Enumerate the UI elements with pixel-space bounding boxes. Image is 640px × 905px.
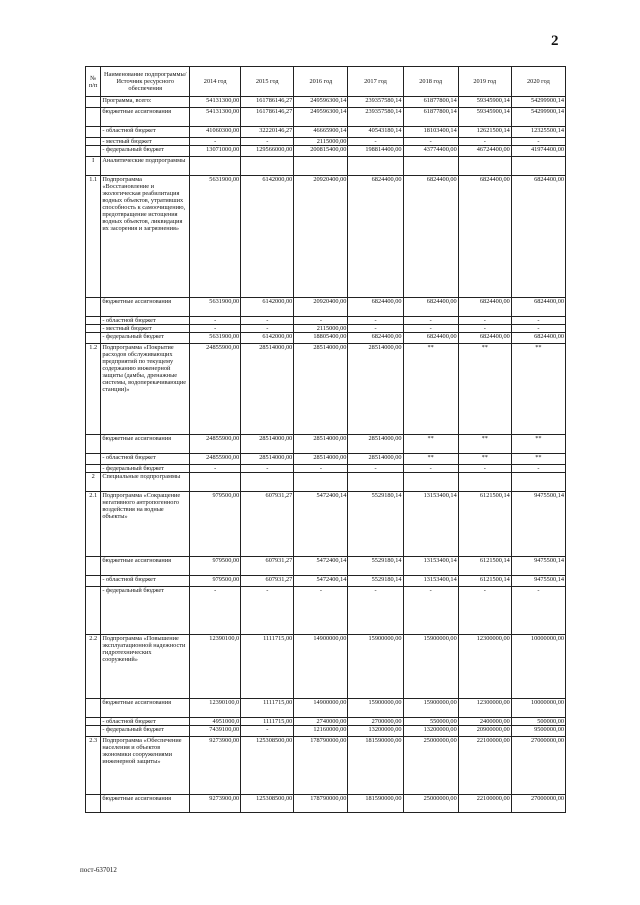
amount-cell — [348, 157, 403, 176]
table-row — [86, 146, 566, 157]
amount-cell — [241, 157, 294, 176]
amount-cell: 5631900,00 — [190, 333, 241, 344]
amount-cell: 607931,27 — [241, 557, 294, 576]
amount-cell: - — [190, 587, 241, 635]
amount-cell: 198814400,00 — [348, 146, 403, 157]
row-number-cell — [86, 146, 101, 157]
amount-cell: - — [511, 587, 565, 635]
amount-cell: - — [190, 317, 241, 325]
amount-cell: 1111715,00 — [241, 718, 294, 726]
amount-cell: 13153400,14 — [403, 557, 458, 576]
amount-cell: 12300000,00 — [458, 635, 511, 699]
amount-cell: 27000000,00 — [511, 795, 565, 813]
amount-cell — [348, 473, 403, 492]
amount-cell: 2115000,00 — [294, 325, 348, 333]
amount-cell: 13071000,00 — [190, 146, 241, 157]
table-row — [86, 635, 566, 699]
amount-cell: 18103400,14 — [403, 127, 458, 138]
row-number-cell: 1.1 — [86, 176, 101, 298]
row-name-cell: Аналитические подпрограммы — [101, 157, 190, 176]
amount-cell: 15900000,00 — [348, 635, 403, 699]
amount-cell: 6121500,14 — [458, 576, 511, 587]
amount-cell: 12390100,0 — [190, 635, 241, 699]
amount-cell: 28514000,00 — [348, 454, 403, 465]
budget-table — [85, 66, 566, 813]
table-row — [86, 576, 566, 587]
row-name-cell: - областной бюджет — [101, 576, 190, 587]
amount-cell: - — [241, 325, 294, 333]
amount-cell: 2740000,00 — [294, 718, 348, 726]
column-header: № п/п — [86, 67, 101, 97]
amount-cell — [511, 157, 565, 176]
table-row — [86, 127, 566, 138]
table-row — [86, 298, 566, 317]
amount-cell: 607931,27 — [241, 492, 294, 557]
amount-cell: 9475500,14 — [511, 557, 565, 576]
page-number: 2 — [551, 33, 559, 49]
row-number-cell — [86, 795, 101, 813]
amount-cell: - — [190, 325, 241, 333]
amount-cell: 178790000,00 — [294, 795, 348, 813]
amount-cell — [403, 473, 458, 492]
amount-cell — [458, 157, 511, 176]
amount-cell: 40543180,14 — [348, 127, 403, 138]
amount-cell: 20900000,00 — [458, 726, 511, 737]
row-name-cell: Подпрограмма «Обеспечение населения и объектов экономики сооружениями инженерной защиты» — [101, 737, 190, 795]
amount-cell: 14900000,00 — [294, 635, 348, 699]
amount-cell: 125308500,00 — [241, 737, 294, 795]
amount-cell: 239357580,14 — [348, 108, 403, 127]
row-number-cell — [86, 576, 101, 587]
amount-cell: 500000,00 — [511, 718, 565, 726]
amount-cell: 5472400,14 — [294, 557, 348, 576]
amount-cell: 979500,00 — [190, 576, 241, 587]
column-header: Наименование подпрограммы/Источник ресурсного обеспечения — [101, 67, 190, 97]
amount-cell: - — [348, 325, 403, 333]
amount-cell: 10000000,00 — [511, 635, 565, 699]
amount-cell: ** — [511, 435, 565, 454]
amount-cell: - — [241, 465, 294, 473]
row-number-cell — [86, 726, 101, 737]
amount-cell: - — [458, 317, 511, 325]
amount-cell — [458, 473, 511, 492]
amount-cell: 14900000,00 — [294, 699, 348, 718]
amount-cell — [294, 473, 348, 492]
amount-cell: - — [511, 317, 565, 325]
amount-cell: 129566000,00 — [241, 146, 294, 157]
amount-cell: 54299900,14 — [511, 97, 565, 108]
amount-cell: 6142000,00 — [241, 176, 294, 298]
amount-cell: 249596300,14 — [294, 97, 348, 108]
amount-cell: - — [241, 317, 294, 325]
amount-cell: 13200000,00 — [403, 726, 458, 737]
row-number-cell — [86, 138, 101, 146]
amount-cell: - — [190, 465, 241, 473]
amount-cell: 6121500,14 — [458, 557, 511, 576]
amount-cell: 61877800,14 — [403, 97, 458, 108]
amount-cell: - — [403, 465, 458, 473]
table-row — [86, 718, 566, 726]
row-name-cell: Программа, всего: — [101, 97, 190, 108]
amount-cell: 20920400,00 — [294, 298, 348, 317]
row-name-cell: - федеральный бюджет — [101, 465, 190, 473]
amount-cell: 46724400,00 — [458, 146, 511, 157]
amount-cell: 2400000,00 — [458, 718, 511, 726]
row-number-cell — [86, 699, 101, 718]
amount-cell: 9500000,00 — [511, 726, 565, 737]
amount-cell: ** — [458, 435, 511, 454]
amount-cell: 979500,00 — [190, 492, 241, 557]
amount-cell: 1111715,00 — [241, 635, 294, 699]
amount-cell: 6824400,00 — [403, 176, 458, 298]
row-number-cell — [86, 298, 101, 317]
row-number-cell — [86, 97, 101, 108]
amount-cell: 178790000,00 — [294, 737, 348, 795]
amount-cell: 27000000,00 — [511, 737, 565, 795]
amount-cell: 979500,00 — [190, 557, 241, 576]
amount-cell: 28514000,00 — [241, 435, 294, 454]
amount-cell — [294, 157, 348, 176]
amount-cell: 249596300,14 — [294, 108, 348, 127]
amount-cell: - — [458, 587, 511, 635]
column-header: 2017 год — [348, 67, 403, 97]
amount-cell: - — [458, 465, 511, 473]
amount-cell — [190, 157, 241, 176]
amount-cell: 161786146,27 — [241, 108, 294, 127]
column-header: 2019 год — [458, 67, 511, 97]
amount-cell: 41974400,00 — [511, 146, 565, 157]
amount-cell: 12160000,00 — [294, 726, 348, 737]
amount-cell: 7439100,00 — [190, 726, 241, 737]
table-row — [86, 587, 566, 635]
table-row — [86, 325, 566, 333]
table-row — [86, 157, 566, 176]
amount-cell: 5631900,00 — [190, 176, 241, 298]
row-number-cell — [86, 333, 101, 344]
amount-cell: 5472400,14 — [294, 576, 348, 587]
amount-cell: 6824400,00 — [511, 176, 565, 298]
amount-cell: 13153400,14 — [403, 492, 458, 557]
table-row — [86, 435, 566, 454]
amount-cell — [403, 157, 458, 176]
amount-cell: 6824400,00 — [511, 298, 565, 317]
amount-cell: 22100000,00 — [458, 795, 511, 813]
amount-cell: 28514000,00 — [348, 435, 403, 454]
row-name-cell: Специальные подпрограммы — [101, 473, 190, 492]
amount-cell: 28514000,00 — [294, 344, 348, 435]
row-number-cell: 2.3 — [86, 737, 101, 795]
row-name-cell: бюджетные ассигнования — [101, 699, 190, 718]
column-header: 2020 год — [511, 67, 565, 97]
row-name-cell: - местный бюджет — [101, 325, 190, 333]
amount-cell: 22100000,00 — [458, 737, 511, 795]
amount-cell: 5631900,00 — [190, 298, 241, 317]
amount-cell: 18805400,00 — [294, 333, 348, 344]
amount-cell: 200815400,00 — [294, 146, 348, 157]
amount-cell: 12621500,14 — [458, 127, 511, 138]
amount-cell: 1111715,00 — [241, 699, 294, 718]
table-row — [86, 465, 566, 473]
row-number-cell — [86, 108, 101, 127]
amount-cell: 6824400,00 — [348, 333, 403, 344]
table-row — [86, 454, 566, 465]
amount-cell: - — [511, 465, 565, 473]
amount-cell: 5529180,14 — [348, 492, 403, 557]
row-name-cell: Подпрограмма «Повышение эксплуатационной надежности гидротехнических сооружений» — [101, 635, 190, 699]
amount-cell: - — [403, 587, 458, 635]
amount-cell: 13153400,14 — [403, 576, 458, 587]
footer-code: пост-637012 — [80, 866, 117, 874]
table-row — [86, 138, 566, 146]
row-name-cell: - федеральный бюджет — [101, 726, 190, 737]
row-number-cell — [86, 587, 101, 635]
amount-cell: 12325500,14 — [511, 127, 565, 138]
amount-cell: 24855900,00 — [190, 435, 241, 454]
amount-cell: 25000000,00 — [403, 795, 458, 813]
amount-cell: - — [190, 138, 241, 146]
amount-cell: 59345900,14 — [458, 97, 511, 108]
amount-cell: - — [348, 317, 403, 325]
row-number-cell — [86, 435, 101, 454]
amount-cell: 9475500,14 — [511, 492, 565, 557]
amount-cell: 6824400,00 — [348, 298, 403, 317]
row-number-cell — [86, 465, 101, 473]
row-number-cell: 2 — [86, 473, 101, 492]
row-number-cell — [86, 718, 101, 726]
amount-cell: 9273900,00 — [190, 737, 241, 795]
amount-cell: - — [241, 587, 294, 635]
amount-cell: 12300000,00 — [458, 699, 511, 718]
amount-cell: ** — [403, 454, 458, 465]
amount-cell: 15900000,00 — [403, 699, 458, 718]
amount-cell: - — [458, 138, 511, 146]
amount-cell: 6824400,00 — [511, 333, 565, 344]
amount-cell: 15900000,00 — [403, 635, 458, 699]
amount-cell — [190, 473, 241, 492]
row-number-cell — [86, 557, 101, 576]
row-name-cell: - федеральный бюджет — [101, 146, 190, 157]
row-number-cell — [86, 317, 101, 325]
table-row — [86, 108, 566, 127]
row-name-cell: - областной бюджет — [101, 454, 190, 465]
amount-cell: 5529180,14 — [348, 576, 403, 587]
row-name-cell: Подпрограмма «Сокращение негативного антропогенного воздействия на водные объекты» — [101, 492, 190, 557]
row-number-cell: 2.2 — [86, 635, 101, 699]
amount-cell: 6121500,14 — [458, 492, 511, 557]
amount-cell: 54131300,00 — [190, 108, 241, 127]
amount-cell: 41060300,00 — [190, 127, 241, 138]
amount-cell: 2700000,00 — [348, 718, 403, 726]
row-name-cell: бюджетные ассигнования — [101, 108, 190, 127]
amount-cell: 4951000,0 — [190, 718, 241, 726]
row-number-cell: 2.1 — [86, 492, 101, 557]
table-row — [86, 492, 566, 557]
amount-cell: 28514000,00 — [241, 344, 294, 435]
row-name-cell: бюджетные ассигнования — [101, 298, 190, 317]
amount-cell: 54131300,00 — [190, 97, 241, 108]
amount-cell: 28514000,00 — [294, 435, 348, 454]
amount-cell: - — [403, 138, 458, 146]
amount-cell: ** — [511, 344, 565, 435]
row-name-cell: Подпрограмма «Восстановление и экологическая реабилитация водных объектов, утративших способность к самоочищению, предотвращение истощения водных объектов, ликвидация их засорения и загрязнения» — [101, 176, 190, 298]
amount-cell: - — [348, 465, 403, 473]
amount-cell: - — [348, 587, 403, 635]
row-number-cell — [86, 127, 101, 138]
amount-cell: ** — [458, 344, 511, 435]
table-row — [86, 699, 566, 718]
amount-cell: 46665900,14 — [294, 127, 348, 138]
amount-cell: 9273900,00 — [190, 795, 241, 813]
amount-cell: 10000000,00 — [511, 699, 565, 718]
table-row — [86, 317, 566, 325]
row-name-cell: - областной бюджет — [101, 127, 190, 138]
amount-cell: 59345900,14 — [458, 108, 511, 127]
row-name-cell: - местный бюджет — [101, 138, 190, 146]
table-row — [86, 97, 566, 108]
row-name-cell: бюджетные ассигнования — [101, 795, 190, 813]
column-header: 2018 год — [403, 67, 458, 97]
amount-cell: 6824400,00 — [458, 298, 511, 317]
row-name-cell: бюджетные ассигнования — [101, 557, 190, 576]
amount-cell: - — [241, 138, 294, 146]
table-row — [86, 333, 566, 344]
amount-cell: 181590000,00 — [348, 795, 403, 813]
amount-cell — [241, 473, 294, 492]
row-name-cell: - областной бюджет — [101, 317, 190, 325]
row-name-cell: Подпрограмма «Покрытие расходов обслуживающих предприятий по текущему содержанию инженерной защиты (дамбы, дренажные системы, водоперекачивающие станции)» — [101, 344, 190, 435]
amount-cell: 239357580,14 — [348, 97, 403, 108]
row-number-cell: 1.2 — [86, 344, 101, 435]
amount-cell: - — [294, 317, 348, 325]
amount-cell: - — [458, 325, 511, 333]
amount-cell: 61877800,14 — [403, 108, 458, 127]
amount-cell: - — [241, 726, 294, 737]
amount-cell: 28514000,00 — [348, 344, 403, 435]
amount-cell: 28514000,00 — [241, 454, 294, 465]
row-name-cell: - федеральный бюджет — [101, 333, 190, 344]
row-name-cell: бюджетные ассигнования — [101, 435, 190, 454]
row-name-cell: - федеральный бюджет — [101, 587, 190, 635]
amount-cell: 24855900,00 — [190, 454, 241, 465]
table-row — [86, 176, 566, 298]
row-number-cell — [86, 325, 101, 333]
amount-cell: 9475500,14 — [511, 576, 565, 587]
amount-cell: - — [294, 587, 348, 635]
amount-cell: 550000,00 — [403, 718, 458, 726]
amount-cell: 24855900,00 — [190, 344, 241, 435]
amount-cell — [511, 473, 565, 492]
amount-cell: - — [403, 325, 458, 333]
amount-cell: 12390100,0 — [190, 699, 241, 718]
amount-cell: - — [403, 317, 458, 325]
table-row — [86, 557, 566, 576]
table-row — [86, 726, 566, 737]
amount-cell: 54299900,14 — [511, 108, 565, 127]
amount-cell: ** — [458, 454, 511, 465]
amount-cell: 181590000,00 — [348, 737, 403, 795]
amount-cell: 6824400,00 — [458, 176, 511, 298]
table-row — [86, 344, 566, 435]
amount-cell: ** — [403, 435, 458, 454]
amount-cell: 43774400,00 — [403, 146, 458, 157]
row-name-cell: - областной бюджет — [101, 718, 190, 726]
amount-cell: 6142000,00 — [241, 333, 294, 344]
column-header: 2016 год — [294, 67, 348, 97]
amount-cell: 15900000,00 — [348, 699, 403, 718]
amount-cell: 6824400,00 — [403, 333, 458, 344]
amount-cell: - — [511, 138, 565, 146]
amount-cell: - — [294, 465, 348, 473]
column-header: 2015 год — [241, 67, 294, 97]
amount-cell: 32220146,27 — [241, 127, 294, 138]
table-row — [86, 473, 566, 492]
amount-cell: - — [511, 325, 565, 333]
amount-cell: ** — [511, 454, 565, 465]
amount-cell: 607931,27 — [241, 576, 294, 587]
amount-cell: 5529180,14 — [348, 557, 403, 576]
amount-cell: 13200000,00 — [348, 726, 403, 737]
amount-cell: 25000000,00 — [403, 737, 458, 795]
row-number-cell — [86, 454, 101, 465]
table-row — [86, 795, 566, 813]
amount-cell: 6824400,00 — [458, 333, 511, 344]
amount-cell: 6824400,00 — [348, 176, 403, 298]
amount-cell: 2115000,00 — [294, 138, 348, 146]
amount-cell: 20920400,00 — [294, 176, 348, 298]
amount-cell: 125308500,00 — [241, 795, 294, 813]
column-header: 2014 год — [190, 67, 241, 97]
amount-cell: 161786146,27 — [241, 97, 294, 108]
table-row — [86, 737, 566, 795]
amount-cell: 6824400,00 — [403, 298, 458, 317]
amount-cell: 6142000,00 — [241, 298, 294, 317]
amount-cell: 28514000,00 — [294, 454, 348, 465]
row-number-cell: I — [86, 157, 101, 176]
amount-cell: 5472400,14 — [294, 492, 348, 557]
amount-cell: - — [348, 138, 403, 146]
table-header-row — [86, 67, 566, 97]
amount-cell: ** — [403, 344, 458, 435]
